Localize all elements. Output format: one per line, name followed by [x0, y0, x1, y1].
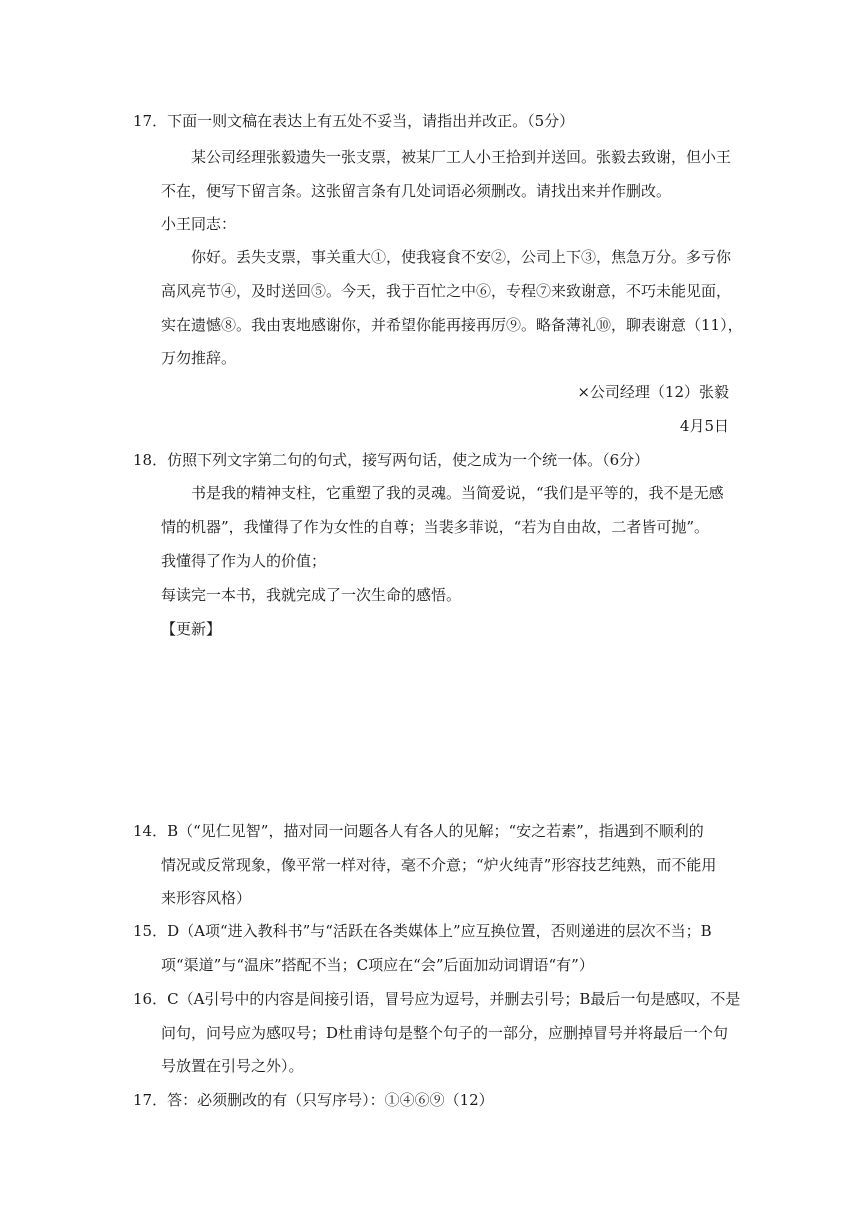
- answer-14-line-1: 14．B（“见仁见智”，描对同一问题各人有各人的见解；“安之若素”，指遇到不顺利的: [133, 822, 704, 840]
- answer-14-line-3: 来形容风格）: [161, 889, 252, 907]
- q17-intro-line-1: 某公司经理张毅遗失一张支票，被某厂工人小王拾到并送回。张毅去致谢，但小王: [191, 148, 732, 166]
- answer-15-line-1: 15．D（A项“进入教科书”与“活跃在各类媒体上”应互换位置，否则递进的层次不当；B: [133, 922, 712, 940]
- q18-text-line-1: 书是我的精神支柱，它重塑了我的灵魂。当简爱说，“我们是平等的，我不是无感: [191, 484, 724, 502]
- q18-text-line-3: 我懂得了作为人的价值；: [161, 552, 327, 570]
- q18-text-line-4: 每读完一本书，我就完成了一次生命的感悟。: [161, 586, 462, 604]
- answer-17: 17．答：必须删改的有（只写序号）：①④⑥⑨（12）: [133, 1091, 494, 1109]
- q17-salutation: 小王同志：: [161, 215, 237, 233]
- q17-intro-line-2: 不在，便写下留言条。这张留言条有几处词语必须删改。请找出来并作删改。: [161, 182, 672, 200]
- answer-15-line-2: 项“渠道”与“温床”搭配不当；C项应在“会”后面加动词谓语“有”）: [161, 956, 594, 974]
- answer-16-line-2: 问句，问号应为感叹号；D杜甫诗句是整个句子的一部分，应删掉冒号并将最后一个句: [161, 1024, 729, 1042]
- q17-date: 4月5日: [679, 417, 729, 435]
- answer-14-line-2: 情况或反常现象，像平常一样对待，毫不介意；“炉火纯青”形容技艺纯熟，而不能用: [161, 856, 717, 874]
- answer-16-line-1: 16．C（A引号中的内容是间接引语，冒号应为逗号，并删去引号；B最后一句是感叹，不是: [133, 990, 741, 1008]
- q18-title: 18．仿照下列文字第二句的句式，接写两句话，使之成为一个统一体。（6分）: [133, 451, 650, 469]
- q17-body-line-1: 你好。丢失支票，事关重大①，使我寝食不安②，公司上下③，焦急万分。多亏你: [191, 248, 732, 266]
- q17-title: 17．下面一则文稿在表达上有五处不妥当，请指出并改正。（5分）: [133, 112, 575, 130]
- q17-body-line-4: 万勿推辞。: [161, 349, 237, 367]
- answer-16-line-3: 号放置在引号之外）。: [161, 1057, 304, 1075]
- update-label: 【更新】: [161, 620, 222, 638]
- q17-signature: ×公司经理（12）张毅: [577, 383, 729, 401]
- q17-body-line-2: 高风亮节④，及时送回⑤。今天，我于百忙之中⑥，专程⑦来致谢意，不巧未能见面，: [161, 282, 732, 300]
- q17-body-line-3: 实在遗憾⑧。我由衷地感谢你，并希望你能再接再厉⑨。略备薄礼⑩，聊表谢意（11），: [161, 316, 743, 334]
- q18-text-line-2: 情的机器”，我懂得了作为女性的自尊；当裴多菲说，“若为自由故，二者皆可抛”。: [161, 518, 710, 536]
